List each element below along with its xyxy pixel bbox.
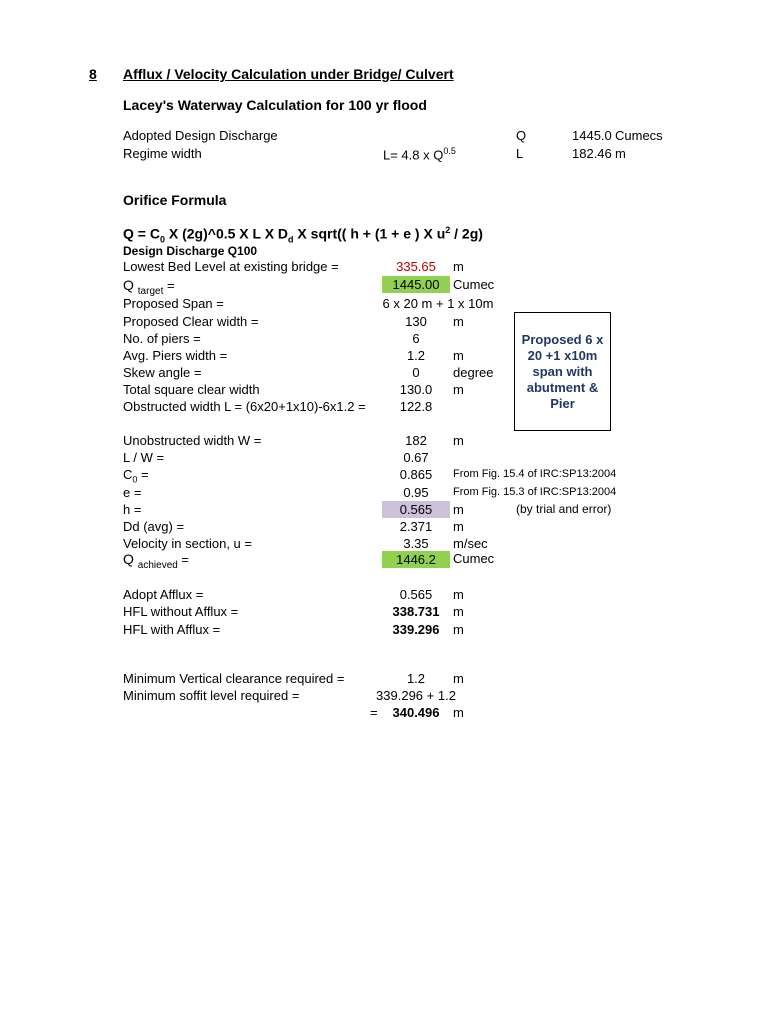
- unobstructed-unit: m: [453, 433, 464, 448]
- lowest-bed-label: Lowest Bed Level at existing bridge =: [123, 259, 339, 274]
- min-soffit-label: Minimum soffit level required =: [123, 688, 300, 703]
- unobstructed-label: Unobstructed width W =: [123, 433, 262, 448]
- q-target-label: Q $_{target}$ =: [123, 277, 175, 297]
- regime-width-label: Regime width: [123, 146, 202, 161]
- regime-width-symbol: L: [516, 146, 524, 161]
- proposed-span-value: 6 x 20 m + 1 x 10m: [382, 296, 494, 311]
- total-clear-label: Total square clear width: [123, 382, 260, 397]
- proposed-span-label: Proposed Span =: [123, 296, 224, 311]
- regime-width-formula: L= 4.8 x $Q^{0.5}$: [383, 146, 456, 163]
- design-discharge-symbol: Q: [516, 128, 527, 143]
- total-clear-value: 130.0: [399, 382, 433, 397]
- design-discharge-q100: Design Discharge Q100: [123, 244, 258, 258]
- q-achieved-value: 1446.2: [382, 551, 450, 568]
- c0-value: 0.865: [399, 467, 433, 482]
- pier-width-unit: m: [453, 348, 464, 363]
- min-soffit-value: 339.296 + 1.2: [376, 688, 456, 703]
- piers-label: No. of piers =: [123, 331, 201, 346]
- skew-unit: degree: [453, 365, 494, 380]
- velocity-label: Velocity in section, u =: [123, 536, 252, 551]
- pier-width-label: Avg. Piers width =: [123, 348, 228, 363]
- q-achieved-unit: Cumec: [453, 551, 495, 566]
- unobstructed-value: 182: [405, 433, 427, 448]
- dd-unit: m: [453, 519, 464, 534]
- h-unit: m: [453, 502, 464, 517]
- dd-label: Dd (avg) =: [123, 519, 185, 534]
- c0-note: From Fig. 15.4 of IRC:SP13:2004: [453, 468, 617, 480]
- obstructed-value: 122.8: [399, 399, 433, 414]
- min-clearance-label: Minimum Vertical clearance required =: [123, 671, 345, 686]
- lw-value: 0.67: [403, 450, 429, 465]
- clear-width-unit: m: [453, 314, 464, 329]
- h-value: 0.565: [382, 501, 450, 518]
- regime-width-unit: m: [615, 146, 626, 161]
- lowest-bed-unit: m: [453, 259, 464, 274]
- lacey-heading: Lacey's Waterway Calculation for 100 yr flood: [123, 97, 427, 113]
- adopt-afflux-unit: m: [453, 587, 464, 602]
- e-label: e =: [123, 485, 142, 500]
- regime-width-value: 182.46: [572, 146, 612, 161]
- hfl-with-value: 339.296: [392, 622, 440, 637]
- hfl-without-label: HFL without Afflux =: [123, 604, 239, 619]
- obstructed-label: Obstructed width L = (6x20+1x10)-6x1.2 =: [123, 399, 366, 414]
- min-clearance-value: 1.2: [406, 671, 426, 686]
- min-clearance-unit: m: [453, 671, 464, 686]
- e-value: 0.95: [403, 485, 429, 500]
- skew-label: Skew angle =: [123, 365, 202, 380]
- velocity-value: 3.35: [403, 536, 429, 551]
- lw-label: L / W =: [123, 450, 165, 465]
- adopt-afflux-label: Adopt Afflux =: [123, 587, 204, 602]
- design-discharge-label: Adopted Design Discharge: [123, 128, 278, 143]
- design-discharge-unit: Cumecs: [615, 128, 663, 143]
- soffit-result-value: 340.496: [392, 705, 440, 720]
- clear-width-label: Proposed Clear width =: [123, 314, 259, 329]
- proposed-span-note-box: [514, 312, 611, 431]
- soffit-equals: =: [370, 705, 378, 720]
- section-title: Afflux / Velocity Calculation under Bridge/ Culvert: [123, 66, 454, 82]
- hfl-with-label: HFL with Afflux =: [123, 622, 221, 637]
- velocity-unit: m/sec: [453, 536, 488, 551]
- orifice-formula: $Q = C_0$ X (2g)^0.5 X L X $D_d$ X sqrt(( h + (1 + e ) X $u^2 / 2g$): [123, 225, 483, 245]
- hfl-with-unit: m: [453, 622, 464, 637]
- clear-width-value: 130: [405, 314, 427, 329]
- total-clear-unit: m: [453, 382, 464, 397]
- piers-value: 6: [412, 331, 420, 346]
- section-number: 8: [89, 66, 97, 82]
- q-target-value: 1445.00: [382, 276, 450, 293]
- orifice-heading: Orifice Formula: [123, 192, 227, 208]
- q-achieved-label: Q $_{achieved}$ =: [123, 551, 190, 571]
- hfl-without-value: 338.731: [392, 604, 440, 619]
- q-target-unit: Cumec: [453, 277, 495, 292]
- pier-width-value: 1.2: [406, 348, 426, 363]
- note-box-text: Proposed 6 x 20 +1 x10m span with abutment & Pier: [521, 331, 604, 411]
- skew-value: 0: [412, 365, 420, 380]
- h-note: (by trial and error): [516, 502, 612, 516]
- e-note: From Fig. 15.3 of IRC:SP13:2004: [453, 486, 617, 498]
- lowest-bed-value: 335.65: [396, 259, 436, 274]
- h-label: h =: [123, 502, 142, 517]
- adopt-afflux-value: 0.565: [399, 587, 433, 602]
- dd-value: 2.371: [399, 519, 433, 534]
- soffit-result-unit: m: [453, 705, 464, 720]
- design-discharge-value: 1445.0: [572, 128, 612, 143]
- hfl-without-unit: m: [453, 604, 464, 619]
- c0-label: $C_0$ =: [123, 467, 149, 485]
